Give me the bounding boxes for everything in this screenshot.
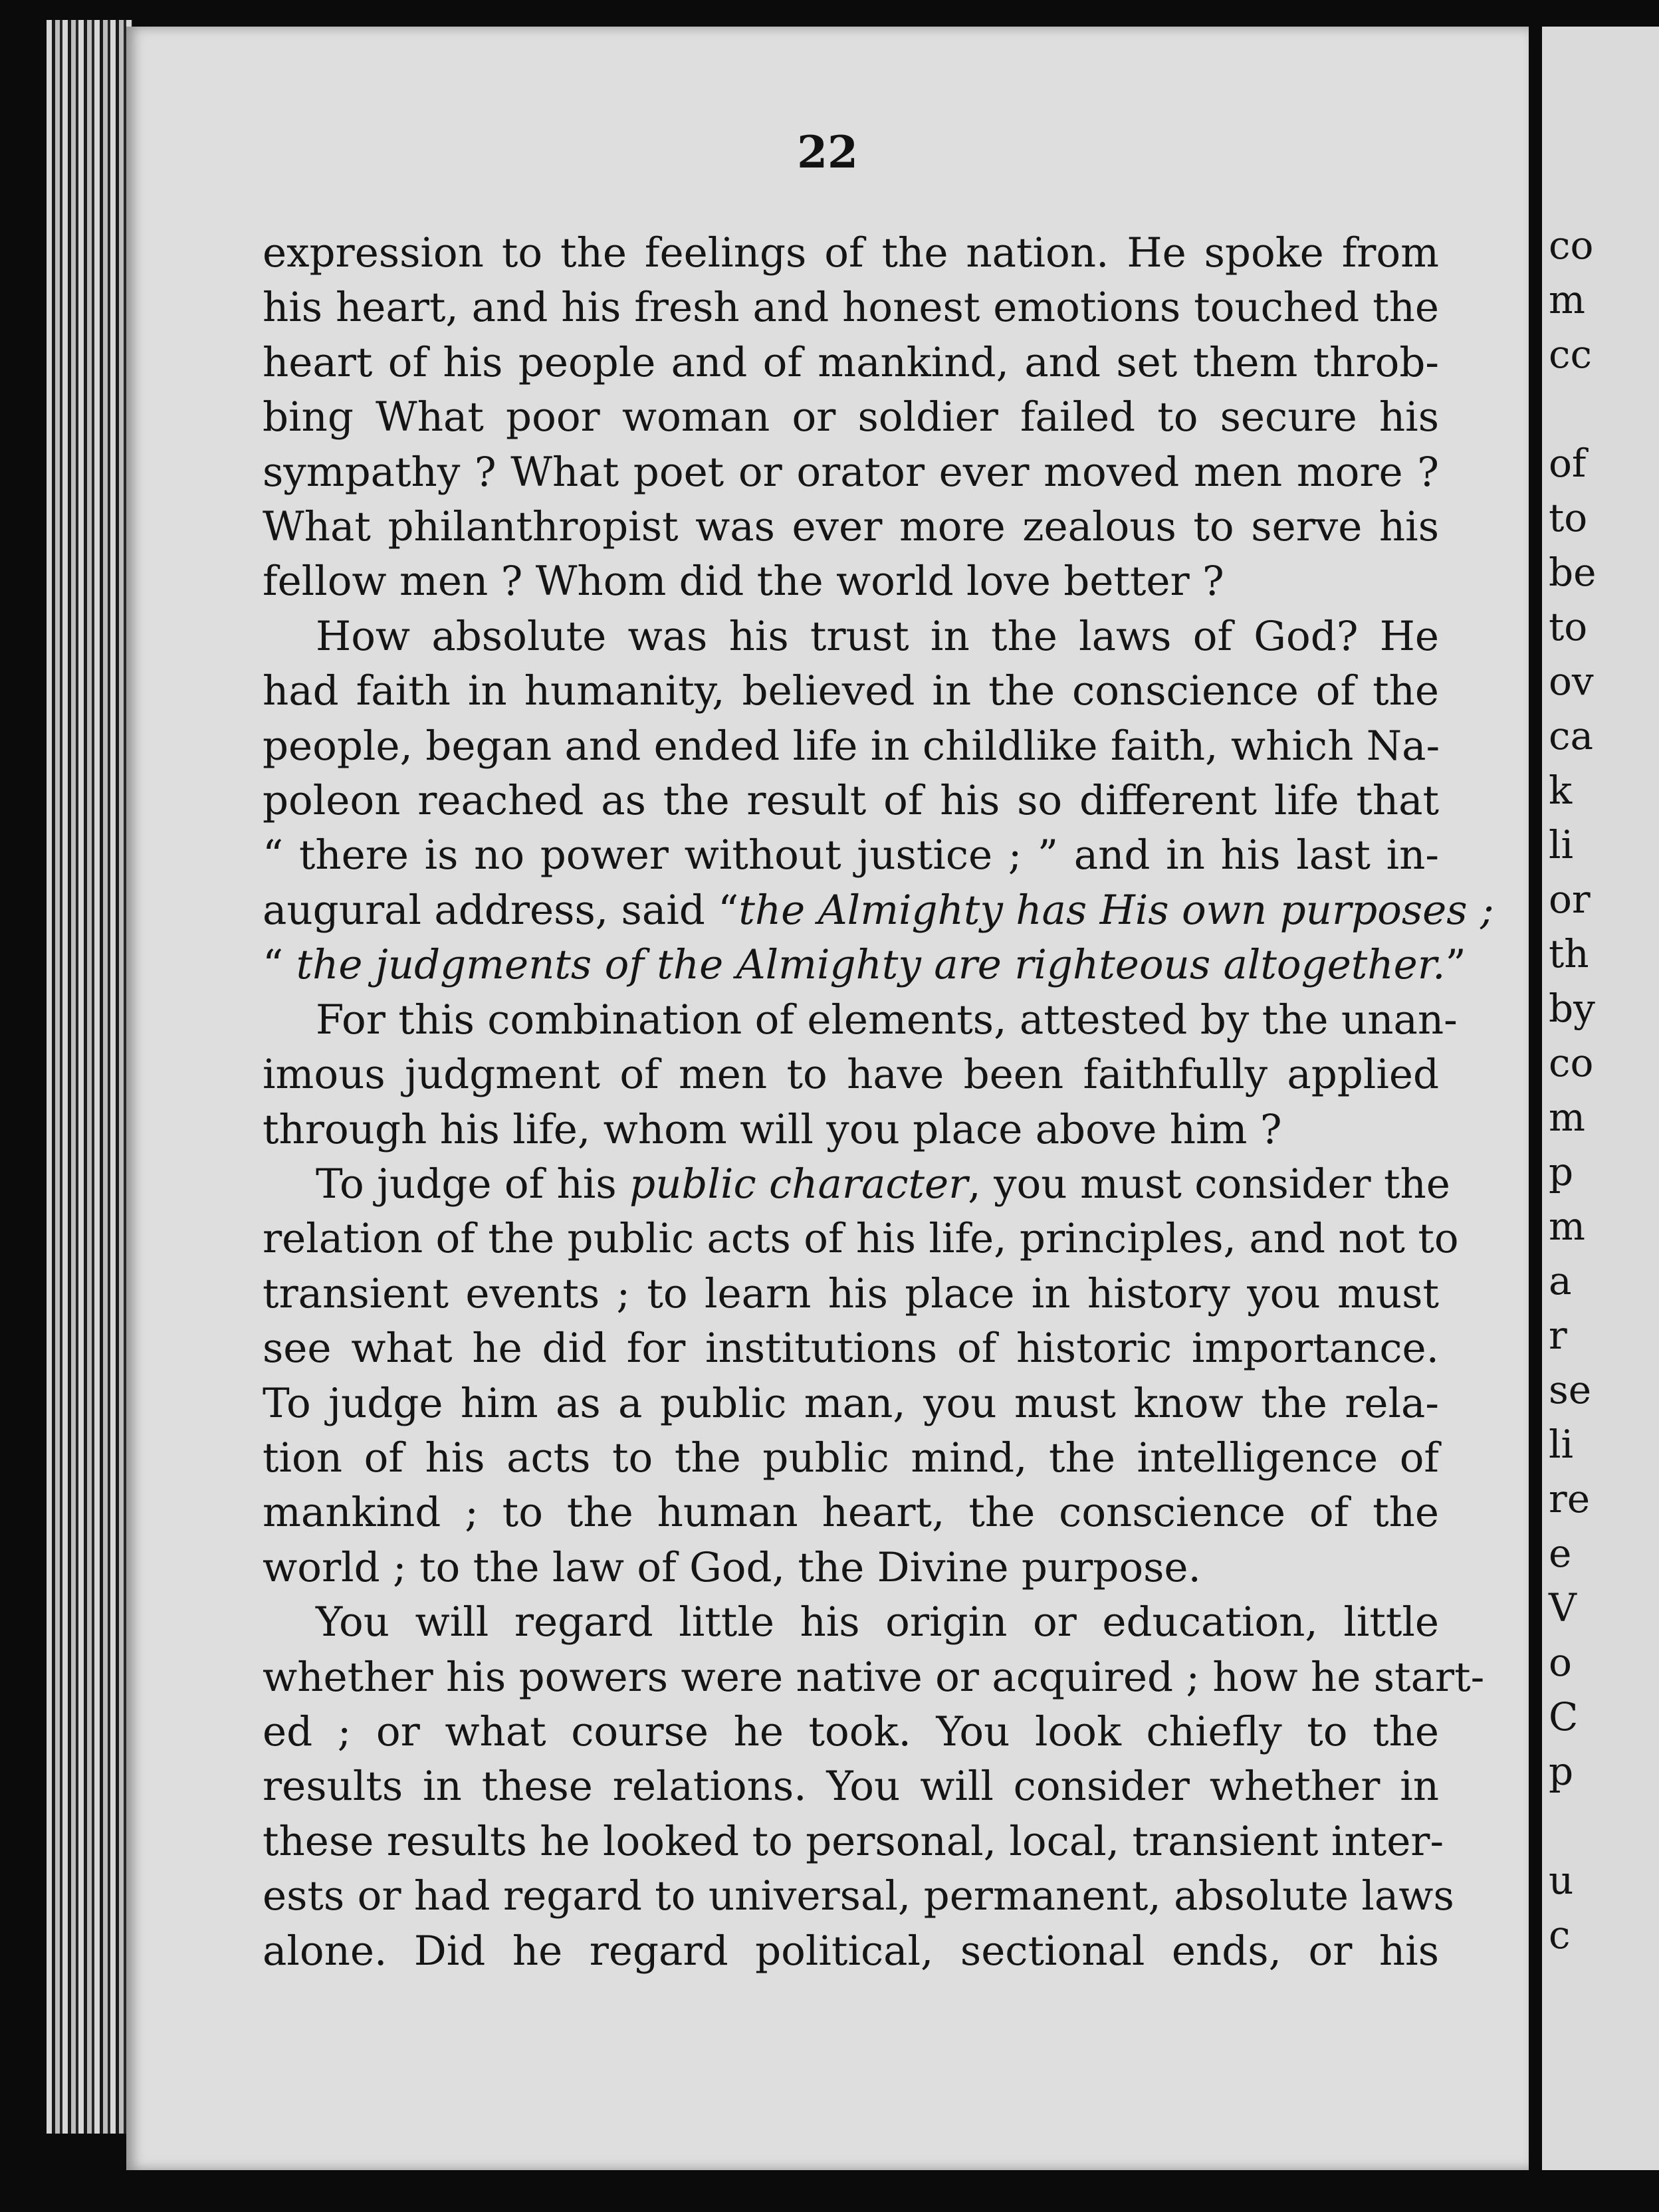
adjacent-page-fragment: r (1549, 1313, 1567, 1358)
text-line (263, 1321, 1439, 1376)
text-line (263, 938, 1466, 992)
adjacent-page-fragment: V (1549, 1585, 1577, 1630)
text-run: through his life, whom will you place above him ? (263, 1105, 1282, 1153)
page-number: 22 (797, 126, 858, 178)
text-line (263, 554, 1439, 609)
adjacent-page-fragment: a (1549, 1258, 1572, 1303)
text-run: What philanthropist was ever more zealous to serve his (263, 503, 1439, 551)
adjacent-page-edge (1542, 27, 1659, 2170)
adjacent-page-fragment: cc (1549, 332, 1592, 377)
text-run: You will regard little his origin or education, little (316, 1599, 1439, 1646)
text-run: ests or had regard to universal, permanent, absolute laws (263, 1872, 1454, 1920)
adjacent-page-fragment: p (1549, 1749, 1574, 1794)
text-run: imous judgment of men to have been faithfully applied (263, 1051, 1439, 1099)
adjacent-page-fragment: m (1549, 1204, 1585, 1249)
text-line (263, 336, 1439, 390)
text-line (263, 500, 1439, 554)
adjacent-page-fragment: ov (1549, 659, 1594, 704)
text-run: relation of the public acts of his life, principles, and not to (263, 1215, 1459, 1263)
text-run: “ (263, 941, 296, 989)
text-run: see what he did for institutions of historic importance. (263, 1325, 1439, 1373)
adjacent-page-fragment: c (1549, 1912, 1571, 1957)
text-run: tion of his acts to the public mind, the intelligence of (263, 1434, 1439, 1482)
text-line (263, 1815, 1444, 1869)
text-line (263, 719, 1439, 774)
text-line (263, 828, 1439, 883)
text-run: To judge him as a public man, you must know the rela- (263, 1379, 1439, 1427)
text-line (263, 1759, 1439, 1814)
text-line (263, 1267, 1439, 1321)
adjacent-page-fragment: m (1549, 277, 1585, 322)
adjacent-page-fragment: ca (1549, 713, 1594, 758)
adjacent-page-fragment: or (1549, 877, 1591, 922)
adjacent-page-fragment: to (1549, 604, 1588, 649)
text-line (263, 280, 1439, 335)
text-line (263, 609, 1439, 664)
book-page (126, 27, 1529, 2170)
text-run: whether his powers were native or acquired ; how he start- (263, 1653, 1485, 1701)
text-line (263, 1157, 1450, 1212)
adjacent-page-fragment: re (1549, 1476, 1591, 1521)
italic-run: the judgments of the Almighty are righteous altogether. (296, 941, 1446, 989)
text-line (263, 445, 1439, 500)
adjacent-page-fragment: co (1549, 223, 1594, 268)
text-run: fellow men ? Whom did the world love better ? (263, 558, 1224, 606)
body-text (263, 226, 1494, 1979)
text-line (263, 1869, 1454, 1924)
adjacent-page-fragment: of (1549, 441, 1587, 486)
text-run: ” (1445, 941, 1466, 989)
text-line (263, 1595, 1439, 1650)
text-run: sympathy ? What poet or orator ever moved men more ? (263, 448, 1439, 496)
text-run: results in these relations. You will consider whether in (263, 1763, 1439, 1811)
adjacent-page-fragment: u (1549, 1858, 1574, 1903)
text-run: mankind ; to the human heart, the conscience of the (263, 1489, 1439, 1537)
adjacent-page-fragment: m (1549, 1095, 1585, 1140)
text-line (263, 390, 1439, 445)
text-line (263, 1486, 1439, 1540)
text-run: augural address, said “ (263, 886, 739, 934)
text-run: transient events ; to learn his place in history you must (263, 1270, 1439, 1317)
text-run: these results he looked to personal, local, transient inter- (263, 1817, 1444, 1865)
adjacent-page-fragment: se (1549, 1367, 1592, 1412)
text-run: world ; to the law of God, the Divine purpose. (263, 1543, 1201, 1591)
text-line (263, 774, 1439, 828)
adjacent-page-fragment: e (1549, 1531, 1572, 1576)
adjacent-page-fragment: C (1549, 1694, 1579, 1739)
adjacent-page-fragment: p (1549, 1149, 1574, 1194)
adjacent-page-fragment: co (1549, 1040, 1594, 1085)
adjacent-page-fragment: by (1549, 986, 1595, 1031)
text-line (263, 1705, 1439, 1759)
text-line (263, 664, 1439, 719)
text-run: bing What poor woman or soldier failed to secure his (263, 393, 1439, 441)
adjacent-page-fragment: to (1549, 495, 1588, 540)
page-edges (47, 20, 133, 2134)
text-line (263, 993, 1458, 1048)
text-line (263, 1924, 1439, 1979)
text-line (263, 1377, 1439, 1431)
text-line (263, 1103, 1439, 1157)
text-run: his heart, and his fresh and honest emotions touched the (263, 284, 1439, 332)
text-run: “ there is no power without justice ; ” and in his last in- (263, 831, 1439, 879)
text-run: To judge of his (316, 1160, 630, 1208)
text-run: had faith in humanity, believed in the conscience of the (263, 667, 1439, 715)
text-line (263, 1212, 1459, 1266)
text-run: expression to the feelings of the nation. He spoke from (263, 229, 1439, 276)
adjacent-page-fragment: li (1549, 822, 1574, 867)
text-run: , you must consider the (968, 1160, 1450, 1208)
text-run: alone. Did he regard political, sectional ends, or his (263, 1927, 1439, 1975)
text-line (263, 883, 1494, 938)
adjacent-page-fragment: be (1549, 550, 1597, 595)
text-run: heart of his people and of mankind, and set them throb- (263, 338, 1439, 386)
text-line (263, 1650, 1485, 1705)
italic-run: the Almighty has His own purposes ; (738, 886, 1494, 934)
text-run: How absolute was his trust in the laws of God? He (316, 612, 1439, 660)
italic-run: public character (629, 1160, 968, 1208)
adjacent-page-fragment: o (1549, 1640, 1572, 1685)
adjacent-page-fragment: k (1549, 768, 1573, 813)
text-line (263, 1541, 1439, 1595)
text-run: people, began and ended life in childlike faith, which Na- (263, 722, 1440, 770)
text-run: poleon reached as the result of his so different life that (263, 777, 1439, 825)
text-line (263, 1048, 1439, 1102)
text-run: ed ; or what course he took. You look chiefly to the (263, 1708, 1439, 1755)
text-line (263, 226, 1439, 280)
text-run: For this combination of elements, attested by the unan- (316, 996, 1458, 1044)
adjacent-page-fragment: li (1549, 1422, 1574, 1467)
text-line (263, 1431, 1439, 1486)
adjacent-page-fragment: th (1549, 931, 1589, 976)
